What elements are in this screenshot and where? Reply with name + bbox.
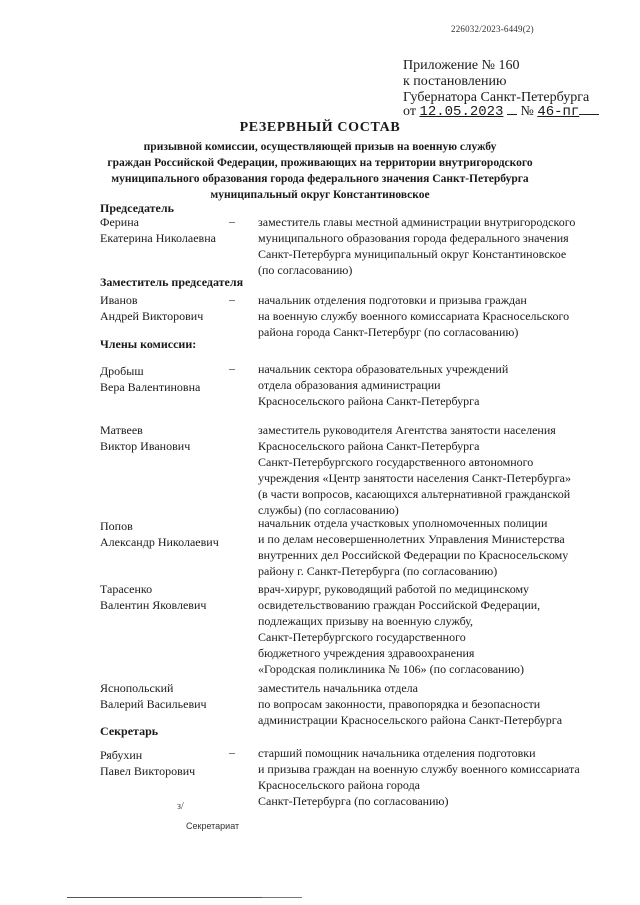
surname: Ферина [100, 215, 139, 229]
appendix-date-line [403, 103, 599, 121]
person-name-ferina [100, 214, 216, 246]
desc-line: района города Санкт-Петербург (по согласованию) [258, 325, 519, 339]
desc-line: внутренних дел Российской Федерации по Красносельскому [258, 548, 569, 562]
desc-line: освидетельствованию граждан Российской Федерации, [258, 598, 541, 612]
desc-line: подлежащих призыву на военную службу, [258, 614, 474, 628]
given-names: Валентин Яковлевич [100, 598, 207, 612]
desc-line: врач-хирург, руководящий работой по медицинскому [258, 582, 530, 596]
given-names: Валерий Васильевич [100, 697, 207, 711]
person-desc-ivanov [258, 292, 569, 340]
desc-line: начальник отдела участковых уполномоченных полиции [258, 516, 548, 530]
desc-line: начальник сектора образовательных учреждений [258, 362, 509, 376]
desc-line: «Городская поликлиника № 106» (по согласованию) [258, 662, 524, 676]
desc-line: службы) (по согласованию) [258, 503, 399, 517]
desc-line: Красносельского района Санкт-Петербурга [258, 439, 480, 453]
person-name-yasnopolsky [100, 680, 207, 712]
subtitle-line-4: муниципальный округ Константиновское [210, 189, 430, 201]
desc-line: муниципального образования города федерального значения [258, 231, 569, 245]
surname: Иванов [100, 293, 138, 307]
desc-line: Санкт-Петербургского государственного [258, 630, 466, 644]
surname: Матвеев [100, 423, 143, 437]
dash: – [229, 214, 235, 228]
number-prefix: № [520, 104, 534, 119]
appendix-number: Приложение № 160 [403, 58, 520, 73]
appendix-resolution: к постановлению [403, 74, 507, 89]
desc-line: и призыва граждан на военную службу военного комиссариата [258, 762, 580, 776]
person-desc-ryabukhin [258, 745, 580, 809]
footer-divider [67, 897, 267, 898]
given-names: Вера Валентиновна [100, 380, 201, 394]
given-names: Андрей Викторович [100, 309, 204, 323]
desc-line: району г. Санкт-Петербурга (по согласованию) [258, 564, 498, 578]
person-desc-tarasenko [258, 581, 540, 677]
section-members: Члены комиссии: [100, 337, 197, 351]
desc-line: Санкт-Петербурга муниципальный округ Константиновское [258, 247, 567, 261]
section-secretary: Секретарь [100, 724, 159, 738]
given-names: Екатерина Николаевна [100, 231, 216, 245]
footer-divider-short [262, 897, 302, 898]
surname: Дробыш [100, 364, 144, 378]
person-desc-popov [258, 515, 568, 579]
resolution-number: 46-пг [537, 104, 580, 120]
person-desc-yasnopolsky [258, 680, 562, 728]
person-name-matveev [100, 422, 190, 454]
section-deputy: Заместитель председателя [100, 275, 244, 289]
desc-line: и по делам несовершеннолетних Управления Министерства [258, 532, 565, 546]
desc-line: администрации Красносельского района Санкт-Петербурга [258, 713, 563, 727]
desc-line: Красносельского района Санкт-Петербурга [258, 394, 480, 408]
dash: – [229, 292, 235, 306]
person-name-ivanov [100, 292, 203, 324]
person-name-popov [100, 518, 219, 550]
date-prefix: от [403, 104, 416, 119]
desc-line: бюджетного учреждения здравоохранения [258, 646, 475, 660]
person-desc-drobysh [258, 361, 508, 409]
desc-line: заместитель начальника отдела [258, 681, 418, 695]
desc-line: (в части вопросов, касающихся альтернативной гражданской [258, 487, 571, 501]
person-name-tarasenko [100, 581, 206, 613]
desc-line: Красносельского района города [258, 778, 421, 792]
person-name-drobysh [100, 363, 200, 395]
desc-line: (по согласованию) [258, 263, 353, 277]
surname: Тарасенко [100, 582, 153, 596]
secretariat-stamp: Секретариат [186, 821, 240, 831]
given-names: Александр Николаевич [100, 535, 219, 549]
desc-line: заместитель главы местной администрации внутригородского [258, 215, 576, 229]
section-chair: Председатель [100, 201, 174, 215]
given-names: Виктор Иванович [100, 439, 191, 453]
subtitle-line-3: муниципального образования города федерального значения Санкт-Петербурга [111, 173, 529, 185]
desc-line: отдела образования администрации [258, 378, 441, 392]
desc-line: Санкт-Петербурга (по согласованию) [258, 794, 449, 808]
subtitle-line-2: граждан Российской Федерации, проживающих на территории внутригородского [107, 157, 533, 169]
surname: Яснопольский [100, 681, 174, 695]
surname: Попов [100, 519, 133, 533]
person-desc-matveev [258, 422, 571, 518]
appendix-governor: Губернатора Санкт-Петербурга [403, 90, 590, 105]
desc-line: старший помощник начальника отделения подготовки [258, 746, 536, 760]
subtitle-line-1: призывной комиссии, осуществляющей призыв на военную службу [143, 141, 497, 153]
desc-line: Санкт-Петербургского государственного автономного [258, 455, 534, 469]
document-title: РЕЗЕРВНЫЙ СОСТАВ [239, 120, 401, 135]
person-desc-ferina [258, 214, 575, 278]
person-name-ryabukhin [100, 747, 195, 779]
dash: – [229, 745, 235, 759]
desc-line: на военную службу военного комиссариата Красносельского [258, 309, 570, 323]
signature-mark: з/ [177, 801, 184, 812]
desc-line: заместитель руководителя Агентства занятости населения [258, 423, 556, 437]
dash: – [229, 361, 235, 375]
surname: Рябухин [100, 748, 143, 762]
desc-line: по вопросам законности, правопорядка и безопасности [258, 697, 541, 711]
document-number: 226032/2023-6449(2) [451, 24, 534, 34]
desc-line: учреждения «Центр занятости населения Санкт-Петербурга» [258, 471, 571, 485]
resolution-date: 12.05.2023 [419, 104, 504, 120]
given-names: Павел Викторович [100, 764, 196, 778]
desc-line: начальник отделения подготовки и призыва граждан [258, 293, 527, 307]
